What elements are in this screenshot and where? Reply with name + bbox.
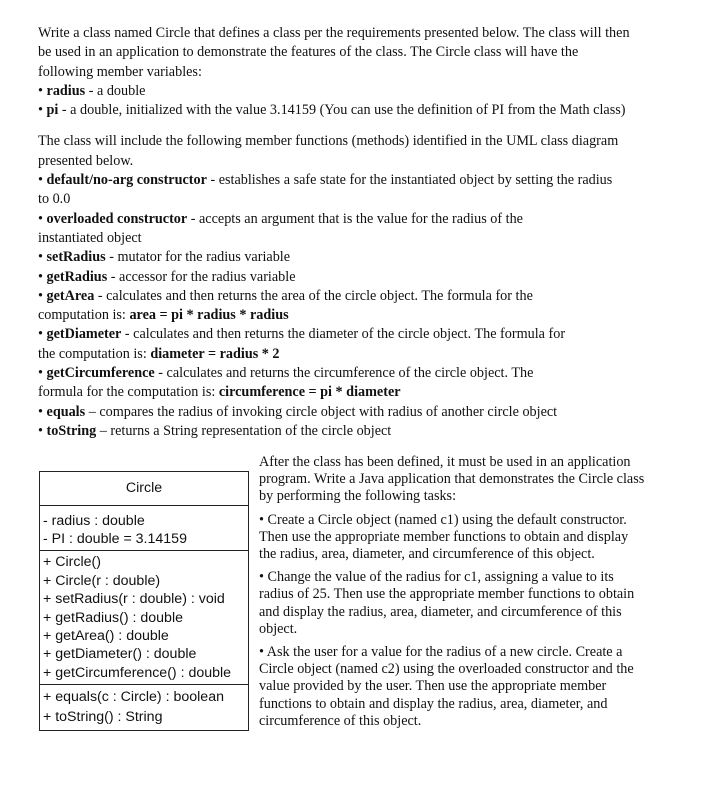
text-line: circumference of this object.	[259, 712, 422, 729]
text-line: program. Write a Java application that demonstrates the Circle class	[259, 471, 645, 488]
uml-method: + getRadius() : double	[43, 609, 183, 626]
uml-class-name: Circle	[40, 472, 248, 506]
method-item-cont: to 0.0	[38, 191, 71, 208]
uml-attributes	[40, 506, 248, 550]
text-line: • Create a Circle object (named c1) using the default constructor.	[259, 511, 627, 528]
methods-intro-line: The class will include the following member functions (methods) identified in the UML class diagram	[38, 133, 619, 150]
app-intro	[259, 454, 679, 506]
text-line: the radius, area, diameter, and circumference of this object.	[259, 546, 595, 563]
text-line: functions to obtain and display the radius, area, diameter, and	[259, 695, 608, 712]
formula: area = pi * radius * radius	[129, 307, 289, 324]
task-item	[259, 569, 679, 638]
method-item: • getRadius - accessor for the radius variable	[38, 268, 296, 285]
method-item-cont: computation is: area = pi * radius * radius	[38, 307, 289, 324]
application-tasks	[259, 454, 679, 730]
intro-paragraph	[38, 24, 688, 120]
uml-method: + equals(c : Circle) : boolean	[43, 689, 224, 706]
uml-method: + toString() : String	[43, 708, 163, 725]
formula: circumference = pi * diameter	[218, 384, 401, 401]
text-line: Circle object (named c2) using the overloaded constructor and the	[259, 661, 634, 678]
method-item-cont: formula for the computation is: circumference = pi * diameter	[38, 384, 401, 401]
uml-method: + setRadius(r : double) : void	[43, 591, 225, 608]
intro-line: Write a class named Circle that defines a class per the requirements presented below. The class will then	[38, 25, 630, 41]
uml-attribute: - PI : double = 3.14159	[43, 531, 187, 548]
task-item	[259, 512, 679, 564]
method-item: • overloaded constructor - accepts an argument that is the value for the radius of the	[38, 210, 523, 227]
uml-methods	[40, 550, 248, 684]
method-item: • getCircumference - calculates and returns the circumference of the circle object. The	[38, 365, 534, 382]
method-item: • getArea - calculates and then returns the area of the circle object. The formula for the	[38, 287, 533, 304]
member-variable-item: • radius - a double	[38, 82, 146, 99]
method-item: • default/no-arg constructor - establishes a safe state for the instantiated object by setting the radius	[38, 172, 613, 189]
member-variable-item: • pi - a double, initialized with the value 3.14159 (You can use the definition of PI from the Math class)	[38, 102, 626, 119]
uml-method: + getDiameter() : double	[43, 646, 197, 663]
uml-class-diagram	[39, 471, 249, 731]
text-line: by performing the following tasks:	[259, 488, 457, 505]
uml-method: + getCircumference() : double	[43, 664, 232, 681]
method-item: • toString – returns a String representation of the circle object	[38, 422, 392, 439]
text-line: • Change the value of the radius for c1, assigning a value to its	[259, 569, 614, 586]
uml-extra-methods	[40, 684, 248, 730]
method-item-cont: the computation is: diameter = radius * 2	[38, 345, 280, 362]
uml-method: + Circle(r : double)	[43, 572, 161, 589]
intro-line: be used in an application to demonstrate the features of the class. The Circle class will have the	[38, 44, 579, 61]
text-line: and display the radius, area, diameter, and circumference of this	[259, 603, 622, 620]
method-item: • setRadius - mutator for the radius variable	[38, 249, 291, 266]
requirements-text	[38, 24, 688, 441]
text-line: Then use the appropriate member functions to obtain and display	[259, 528, 629, 545]
methods-intro-line: presented below.	[38, 152, 134, 169]
text-line: After the class has been defined, it must be used in an application	[259, 454, 631, 470]
method-item: • equals – compares the radius of invoking circle object with radius of another circle object	[38, 403, 558, 420]
method-item: • getDiameter - calculates and then returns the diameter of the circle object. The formula for	[38, 326, 566, 343]
methods-paragraph	[38, 132, 688, 441]
formula: diameter = radius * 2	[150, 345, 280, 362]
text-line: object.	[259, 620, 298, 637]
uml-method: + getArea() : double	[43, 627, 169, 644]
uml-attribute: - radius : double	[43, 513, 145, 529]
text-line: value provided by the user. Then use the appropriate member	[259, 678, 607, 695]
method-item-cont: instantiated object	[38, 229, 142, 246]
text-line: radius of 25. Then use the appropriate member functions to obtain	[259, 586, 635, 603]
task-item	[259, 644, 679, 730]
intro-line: following member variables:	[38, 63, 202, 80]
uml-method: + Circle()	[43, 554, 101, 571]
text-line: • Ask the user for a value for the radius of a new circle. Create a	[259, 644, 623, 661]
